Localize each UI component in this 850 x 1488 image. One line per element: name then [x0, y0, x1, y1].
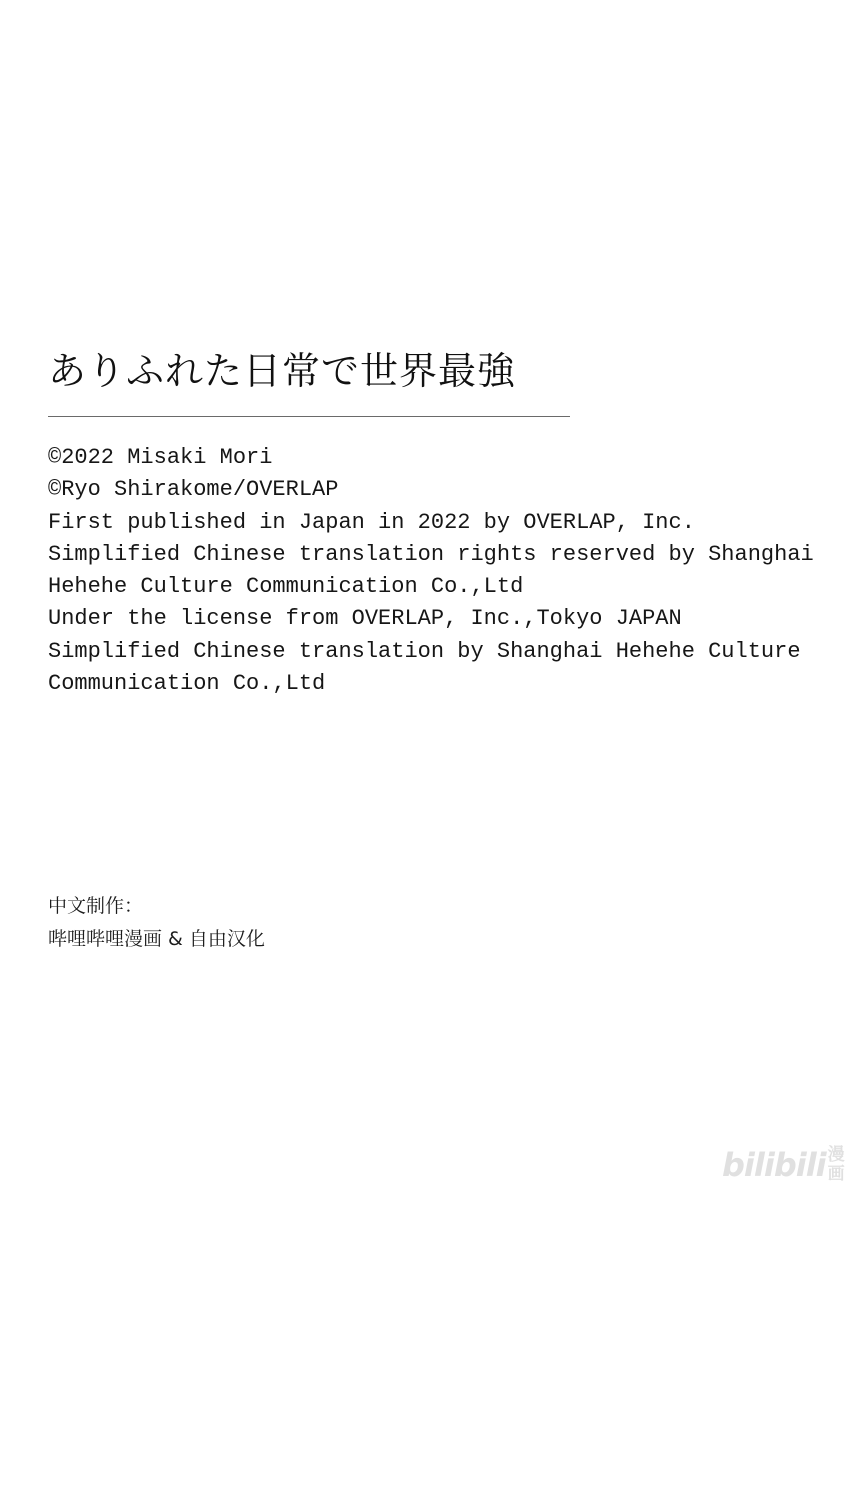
bilibili-logo: bilibili — [722, 1146, 826, 1184]
manga-label-char: 漫 — [827, 1145, 845, 1165]
production-teams: 哔哩哔哩漫画 & 自由汉化 — [48, 928, 265, 950]
copyright-line: Communication Co.,Ltd — [48, 671, 326, 697]
copyright-line: Simplified Chinese translation by Shanghai Hehehe Culture — [48, 638, 801, 664]
manga-label-char: 画 — [827, 1164, 845, 1184]
bilibili-manga-watermark — [722, 1146, 845, 1184]
production-label: 中文制作： — [48, 895, 144, 917]
chinese-production-credits — [48, 890, 265, 956]
manga-label — [828, 1146, 845, 1184]
copyright-line: Hehehe Culture Communication Co.,Ltd — [48, 574, 524, 600]
copyright-line: Simplified Chinese translation rights reserved by Shanghai — [48, 541, 814, 567]
book-title: ありふれた日常で世界最強 — [48, 349, 517, 393]
copyright-line: First published in Japan in 2022 by OVERLAP, Inc. — [48, 509, 695, 535]
copyright-notice — [48, 442, 814, 700]
copyright-line: ©2022 Misaki Mori — [48, 445, 273, 470]
copyright-line: ©Ryo Shirakome/OVERLAP — [48, 477, 339, 503]
title-divider — [48, 416, 570, 417]
copyright-line: Under the license from OVERLAP, Inc.,Tokyo JAPAN — [48, 606, 682, 632]
